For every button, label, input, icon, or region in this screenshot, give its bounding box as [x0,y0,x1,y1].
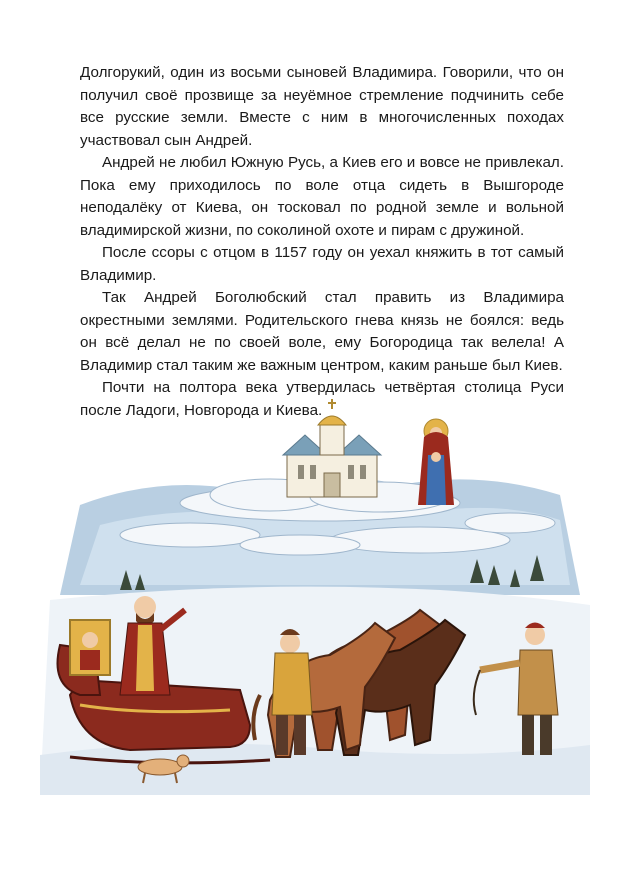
paragraph-5: Почти на полтора века утвердилась четвёртая столица Руси после Ладоги, Новгорода и Киева. [80,379,564,419]
paragraph-2: Андрей не любил Южную Русь, а Киев его и вовсе не привлекал. Пока ему приходилось по воле отца сидеть в Вышгороде неподалёку от Киева, он тосковал по родной земле и вольной владимирской жизни, по соколиной охоте и пирам с дружиной. [80,154,564,239]
virgin-figure [418,419,454,505]
paragraph-1: Долгорукий, один из восьми сыновей Владимира. Говорили, что он получил своё прозвище за неуёмное стремление подчинить себе все русские земли. Вместе с ним в многочисленных походах участвовал сын Андрей. [80,64,564,149]
paragraph-3: После ссоры с отцом в 1157 году он уехал княжить в тот самый Владимир. [80,244,564,284]
story-text [80,62,564,422]
sleigh-illustration [40,395,600,795]
paragraph-4: Так Андрей Боголюбский стал править из Владимира окрестными землями. Родительского гнева князь не боялся: ведь он всё делал не по своей воле, ему Богородица так велела! А Владимир стал таким же важным центром, каким раньше был Киев. [80,289,564,374]
cathedral [283,399,381,497]
